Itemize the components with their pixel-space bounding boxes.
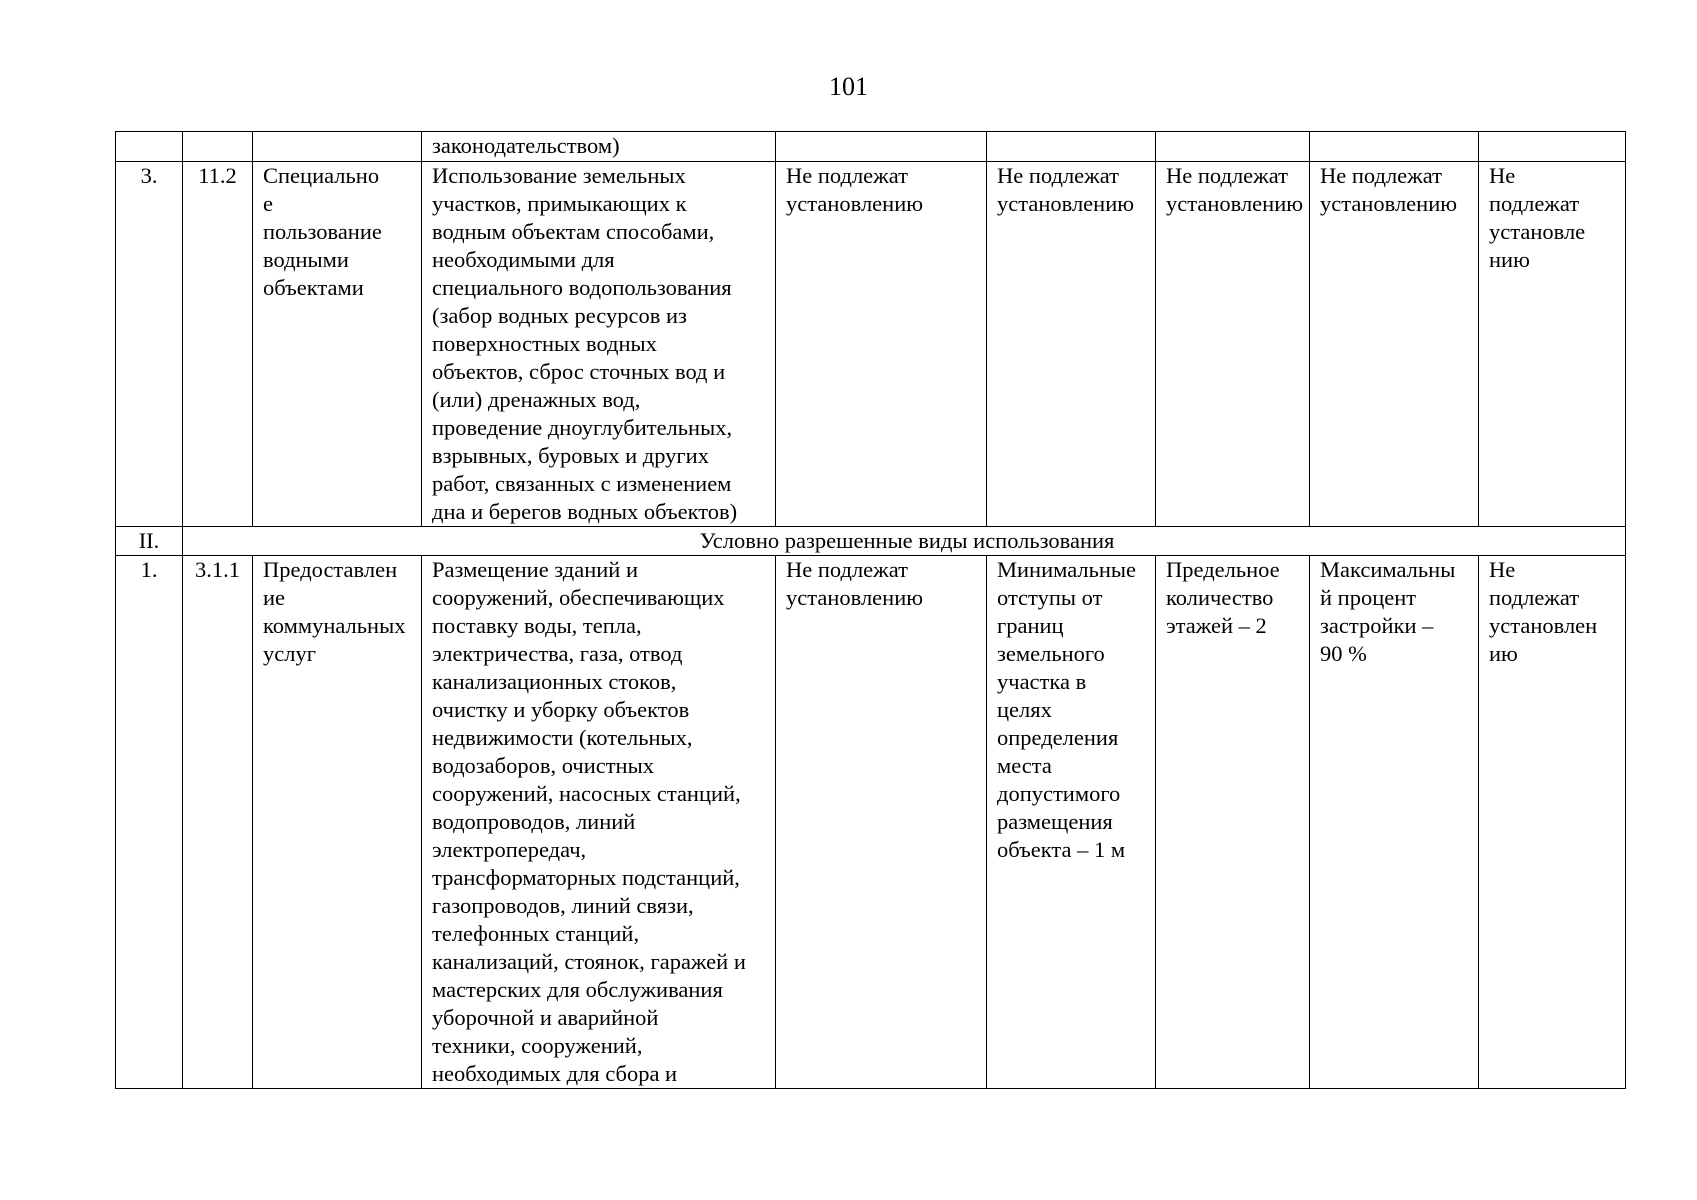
cell-description-continuation: законодательством) [422, 132, 776, 162]
cell-use-name: Предоставлен ие коммунальных услуг [253, 556, 422, 1089]
cell-use-code: 3.1.1 [183, 556, 253, 1089]
cell-empty [116, 132, 183, 162]
cell-empty [1310, 132, 1479, 162]
cell-parameter-5: Не подлежат установле нию [1479, 162, 1626, 527]
cell-section-title: Условно разрешенные виды использования [183, 527, 1626, 556]
cell-parameter-1: Не подлежат установлению [776, 556, 987, 1089]
cell-empty [987, 132, 1156, 162]
page-number: 101 [829, 72, 868, 101]
cell-row-number: 1. [116, 556, 183, 1089]
cell-empty [1156, 132, 1310, 162]
cell-use-code: 11.2 [183, 162, 253, 527]
table-section-header [116, 527, 1626, 556]
cell-empty [183, 132, 253, 162]
cell-parameter-3: Не подлежат установлению [1156, 162, 1310, 527]
table-row-utility-services [116, 556, 1626, 1089]
cell-use-name: Специально е пользование водными объектами [253, 162, 422, 527]
cell-use-description: Размещение зданий и сооружений, обеспечивающих поставку воды, тепла, электричества, газа, отвод канализационных стоков, очистку и уборку объектов недвижимости (котельных, водозаборов, очистных сооружений, насосных станций, водопроводов, линий электропередач, трансформаторных подстанций, газопроводов, линий связи, телефонных станций, канализаций, стоянок, гаражей и мастерских для обслуживания уборочной и аварийной техники, сооружений, необходимых для сбора и [422, 556, 776, 1089]
cell-parameter-5: Не подлежат установлен ию [1479, 556, 1626, 1089]
cell-parameter-3: Предельное количество этажей – 2 [1156, 556, 1310, 1089]
cell-parameter-2: Минимальные отступы от границ земельного участка в целях определения места допустимого размещения объекта – 1 м [987, 556, 1156, 1089]
cell-empty [1479, 132, 1626, 162]
cell-section-number: II. [116, 527, 183, 556]
cell-parameter-4: Максимальны й процент застройки – 90 % [1310, 556, 1479, 1089]
land-use-regulations-table [115, 131, 1626, 1089]
cell-empty [776, 132, 987, 162]
table-row-continuation [116, 132, 1626, 162]
cell-empty [253, 132, 422, 162]
cell-parameter-1: Не подлежат установлению [776, 162, 987, 527]
cell-parameter-4: Не подлежат установлению [1310, 162, 1479, 527]
cell-row-number: 3. [116, 162, 183, 527]
cell-parameter-2: Не подлежат установлению [987, 162, 1156, 527]
table-row-special-water-use [116, 162, 1626, 527]
cell-use-description: Использование земельных участков, примыкающих к водным объектам способами, необходимыми для специального водопользования (забор водных ресурсов из поверхностных водных объектов, сброс сточных вод и (или) дренажных вод, проведение дноуглубительных, взрывных, буровых и других работ, связанных с изменением дна и берегов водных объектов) [422, 162, 776, 527]
